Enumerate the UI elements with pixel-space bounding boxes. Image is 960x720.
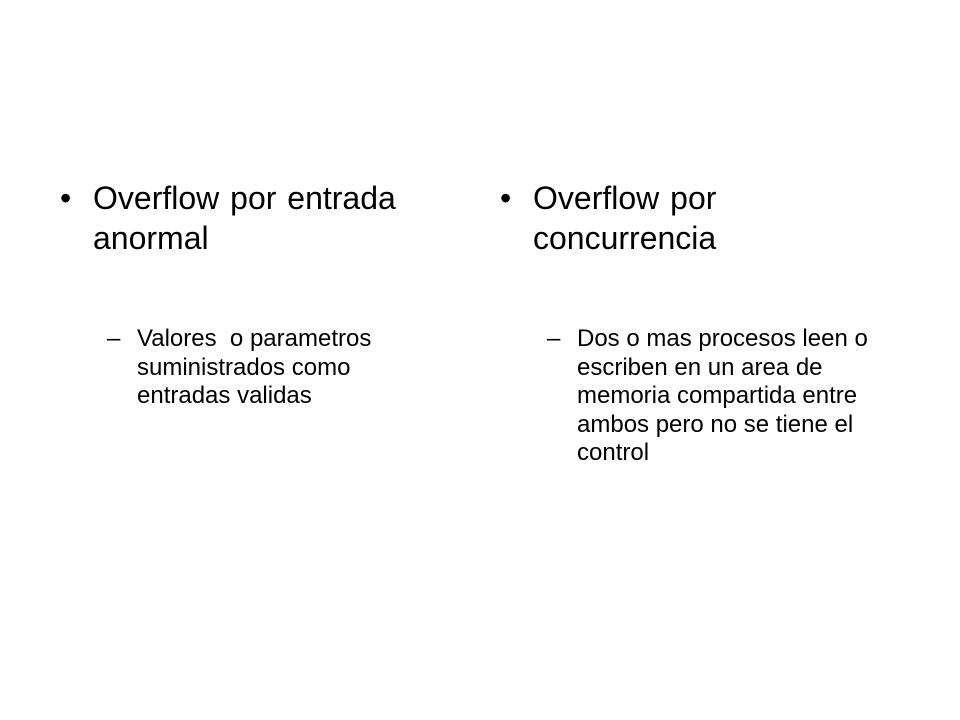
right-heading: Overflow por concurrencia xyxy=(533,180,717,256)
right-sub-bullet xyxy=(547,325,900,468)
left-detail: Valores o parametros suministrados como entradas validas xyxy=(137,325,378,409)
bullet-icon: • xyxy=(60,180,72,216)
right-bullet xyxy=(500,178,900,258)
dash-icon: – xyxy=(107,325,121,352)
left-bullet xyxy=(60,178,460,258)
bullet-icon: • xyxy=(500,180,512,216)
right-detail: Dos o mas procesos leen o escriben en un area de memoria compartida entre ambos pero no se tiene el control xyxy=(577,325,875,466)
right-column xyxy=(500,178,900,468)
left-sub-bullet xyxy=(107,325,460,411)
dash-icon: – xyxy=(547,325,561,352)
left-column xyxy=(60,178,460,411)
left-heading: Overflow por entrada anormal xyxy=(93,180,396,256)
